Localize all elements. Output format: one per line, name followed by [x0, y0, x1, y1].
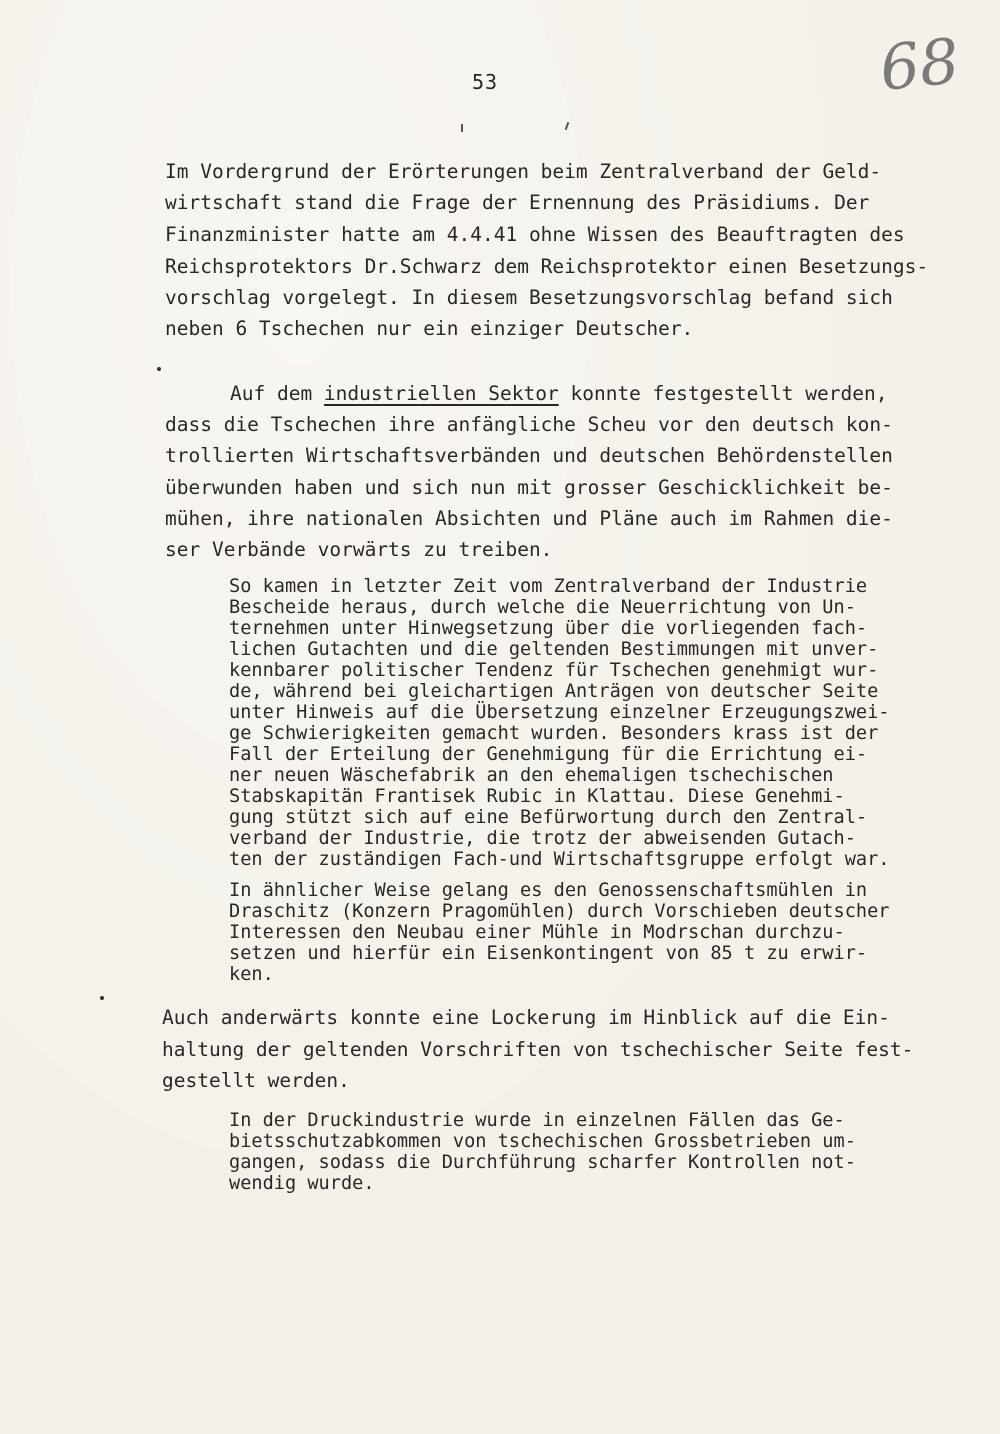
text-line: verband der Industrie, die trotz der abweisenden Gutach- — [229, 828, 856, 849]
underlined-heading-term: industriellen Sektor — [323, 382, 559, 405]
text-line: haltung der geltenden Vorschriften von tschechischer Seite fest- — [162, 1038, 914, 1061]
text-line: Reichsprotektors Dr.Schwarz dem Reichsprotektor einen Besetzungs- — [165, 255, 929, 278]
text-line: kennbarer politischer Tendenz für Tschechen genehmigt wur- — [229, 660, 879, 681]
text-fragment: konnte festgestellt werden, — [558, 382, 888, 405]
page-number: 53 — [472, 70, 499, 94]
text-line: bietsschutzabkommen von tschechischen Grossbetrieben um- — [229, 1131, 856, 1152]
text-line: gestellt werden. — [162, 1069, 350, 1092]
text-line: wendig wurde. — [229, 1173, 375, 1194]
text-line: setzen und hierfür ein Eisenkontingent von 85 t zu erwir- — [229, 943, 868, 964]
text-line: vorschlag vorgelegt. In diesem Besetzungsvorschlag befand sich — [165, 286, 893, 309]
text-line: In ähnlicher Weise gelang es den Genossenschaftsmühlen in — [229, 880, 868, 901]
text-line: Interessen den Neubau einer Mühle in Modrschan durchzu- — [229, 922, 845, 943]
text-line: lichen Gutachten und die geltenden Bestimmungen mit unver- — [229, 639, 879, 660]
text-line: mühen, ihre nationalen Absichten und Pläne auch im Rahmen die- — [165, 507, 893, 530]
text-line: So kamen in letzter Zeit vom Zentralverband der Industrie — [229, 576, 868, 597]
text-line: Bescheide heraus, durch welche die Neuerrichtung von Un- — [229, 597, 856, 618]
text-line: neben 6 Tschechen nur ein einziger Deutscher. — [165, 317, 694, 340]
scan-mark — [461, 124, 463, 132]
text-line: de, während bei gleichartigen Anträgen von deutscher Seite — [229, 681, 879, 702]
text-line: ner neuen Wäschefabrik an den ehemaligen tschechischen — [229, 765, 834, 786]
text-line: trollierten Wirtschaftsverbänden und deutschen Behördenstellen — [165, 444, 893, 467]
text-line — [230, 382, 887, 405]
scan-mark — [157, 367, 161, 371]
scan-mark — [100, 996, 104, 1000]
text-line: unter Hinweis auf die Übersetzung einzelner Erzeugungszwei- — [229, 702, 890, 723]
text-line: Im Vordergrund der Erörterungen beim Zentralverband der Geld- — [165, 160, 882, 183]
scan-mark — [565, 122, 570, 130]
text-line: Fall der Erteilung der Genehmigung für die Errichtung ei- — [229, 744, 868, 765]
text-line: überwunden haben und sich nun mit grosser Geschicklichkeit be- — [165, 476, 893, 499]
text-fragment: Auf dem — [230, 382, 324, 405]
text-line: gung stützt sich auf eine Befürwortung durch den Zentral- — [229, 807, 868, 828]
text-line: dass die Tschechen ihre anfängliche Scheu vor den deutsch kon- — [165, 413, 893, 436]
text-line: Draschitz (Konzern Pragomühlen) durch Vorschieben deutscher — [229, 901, 890, 922]
text-line: ternehmen unter Hinwegsetzung über die vorliegenden fach- — [229, 618, 868, 639]
text-line: In der Druckindustrie wurde in einzelnen Fällen das Ge- — [229, 1110, 845, 1131]
text-line: gangen, sodass die Durchführung scharfer Kontrollen not- — [229, 1152, 856, 1173]
text-line: Auch anderwärts konnte eine Lockerung im Hinblick auf die Ein- — [162, 1006, 890, 1029]
text-line: ser Verbände vorwärts zu treiben. — [165, 538, 553, 561]
text-line: ken. — [229, 964, 274, 985]
text-line: Finanzminister hatte am 4.4.41 ohne Wissen des Beauftragten des — [165, 223, 905, 246]
text-line: wirtschaft stand die Frage der Ernennung des Präsidiums. Der — [165, 191, 870, 214]
text-line: ten der zuständigen Fach-und Wirtschaftsgruppe erfolgt war. — [229, 849, 890, 870]
handwritten-folio-number: 68 — [876, 24, 963, 105]
text-line: Stabskapitän Frantisek Rubic in Klattau. Diese Genehmi- — [229, 786, 845, 807]
text-line: ge Schwierigkeiten gemacht wurden. Besonders krass ist der — [229, 723, 879, 744]
